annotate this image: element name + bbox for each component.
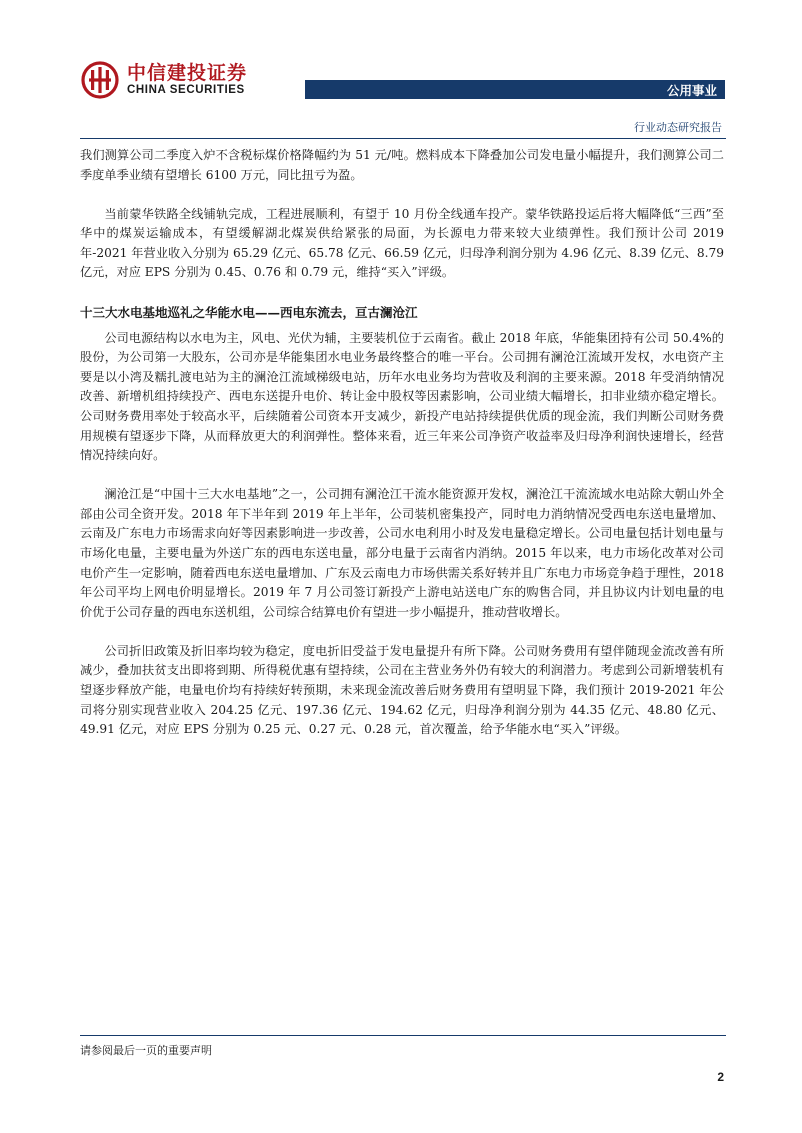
paragraph-spacer xyxy=(80,185,724,205)
section-heading: 十三大水电基地巡礼之华能水电——西电东流去，亘古澜沧江 xyxy=(80,304,418,320)
paragraph-spacer xyxy=(80,622,724,642)
body-paragraph-5: 公司折旧政策及折旧率均较为稳定，度电折旧受益于发电量提升有所下降。公司财务费用有望伴随现金流改善有所减少，叠加扶贫支出即将到期、所得税优惠有望持续，公司在主营业务外仍有较大的利润潜力。考虑到公司新增装机有望逐步释放产能，电量电价均有持续好转预期，未来现金流改善后财务费用有望明显下降，我们预计 2019-2021 年公司将分别实现营业收入 204.25 亿元、197.36 亿元、194.62 亿元，归母净利润分别为 44.35 亿元、48.80 亿元、49.91 亿元，对应 EPS 分别为 0.25 元、0.27 元、0.28 元，首次覆盖，给予华能水电“买入”评级。 xyxy=(80,643,724,737)
industry-section-label: 公用事业 xyxy=(666,83,717,98)
footer-disclaimer: 请参阅最后一页的重要声明 xyxy=(80,1044,212,1057)
header-divider xyxy=(80,138,726,139)
china-securities-emblem-icon xyxy=(80,60,120,100)
footer-divider xyxy=(80,1035,726,1036)
industry-header-bar xyxy=(305,80,725,99)
company-logo xyxy=(80,58,260,100)
body-paragraph-2: 当前蒙华铁路全线铺轨完成，工程进展顺利，有望于 10 月份全线通车投产。蒙华铁路投运后将大幅降低“三西”至华中的煤炭运输成本，有望缓解湖北煤炭供给紧张的局面，为长源电力带来较大业绩弹性。我们预计公司 2019 年-2021 年营业收入分别为 65.29 亿元、65.78 亿元、66.59 亿元，归母净利润分别为 4.96 亿元、8.39 亿元、8.79 亿元，对应 EPS 分别为 0.45、0.76 和 0.79 元，维持“买入”评级。 xyxy=(80,206,724,280)
body-paragraph-4: 澜沧江是“中国十三大水电基地”之一，公司拥有澜沧江干流水能资源开发权，澜沧江干流流域水电站除大朝山外全部由公司全资开发。2018 年下半年到 2019 年上半年，公司装机密集投产，同时电力消纳情况受西电东送电量增加、云南及广东电力市场需求向好等因素影响进一步改善，公司水电利用小时及发电量稳定增长。公司电量包括计划电量与市场化电量，主要电量为外送广东的西电东送电量，部分电量于云南省内消纳。2015 年以来，电力市场化改革对公司电价产生一定影响，随着西电东送电量增加、广东及云南电力市场供需关系好转并且广东电力市场竞争趋于理性，2018 年公司平均上网电价明显增长。2019 年 7 月公司签订新投产上游电站送电广东的购售合同，并且协议内计划电量的电价优于公司存量的西电东送机组，公司综合结算电价有望进一步小幅提升，推动营收增长。 xyxy=(80,487,724,619)
logo-chinese-name: 中信建投证券 xyxy=(127,62,248,84)
report-body xyxy=(80,146,724,740)
body-paragraph-1: 我们测算公司二季度入炉不含税标煤价格降幅约为 51 元/吨。燃料成本下降叠加公司发电量小幅提升，我们测算公司二季度单季业绩有望增长 6100 万元，同比扭亏为盈。 xyxy=(80,148,724,182)
page-number: 2 xyxy=(717,1070,724,1084)
paragraph-spacer xyxy=(80,466,724,486)
paragraph-spacer xyxy=(80,283,724,303)
body-paragraph-3: 公司电源结构以水电为主，风电、光伏为辅，主要装机位于云南省。截止 2018 年底，华能集团持有公司 50.4%的股份，为公司第一大股东，公司亦是华能集团水电业务最终整合的唯一平台。公司拥有澜沧江流域开发权，水电资产主要是以小湾及糯扎渡电站为主的澜沧江流域梯级电站，历年水电业务均为营收及利润的主要来源。2018 年受消纳情况改善、新增机组持续投产、西电东送提升电价、转让金中股权等因素影响，公司业绩大幅增长，扣非业绩亦稳定增长。公司财务费用率处于较高水平，后续随着公司资本开支减少，新投产电站持续提供优质的现金流，我们判断公司财务费用规模有望逐步下降，从而释放更大的利润弹性。整体来看，近三年来公司净资产收益率及归母净利润快速增长，经营情况持续向好。 xyxy=(80,330,724,463)
logo-english-name: CHINA SECURITIES xyxy=(127,84,245,96)
report-type-label: 行业动态研究报告 xyxy=(634,121,722,134)
